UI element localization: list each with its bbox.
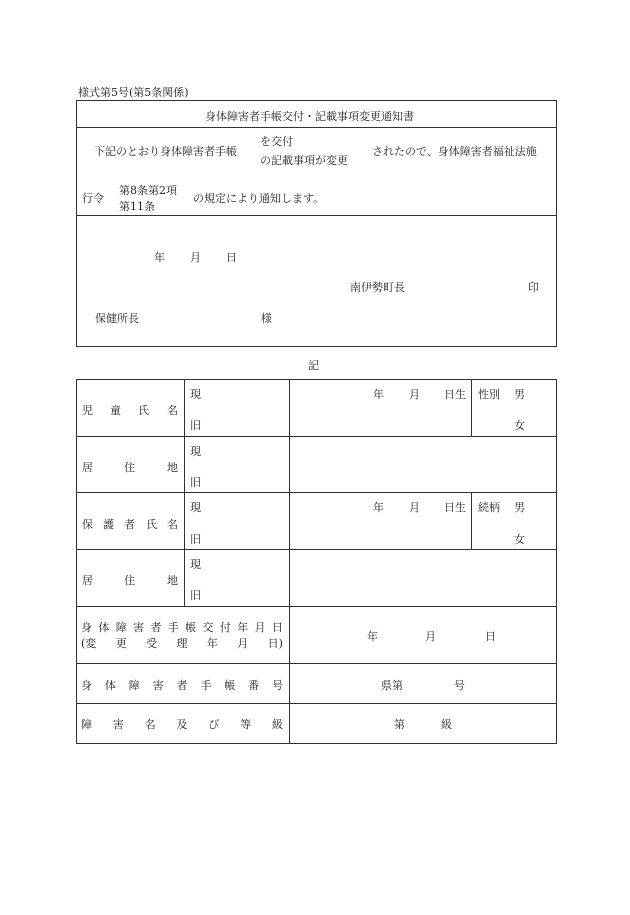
notice-option-issue: を交付 [260, 135, 293, 148]
issue-label-char: 年 [237, 621, 249, 634]
relation-label: 続柄 [478, 501, 500, 514]
child-name-label-2: 童 [110, 404, 121, 417]
guardian-old: 旧 [190, 533, 201, 546]
child-address-label-1: 居 [82, 461, 93, 474]
recipient-name: 保健所長 [95, 312, 139, 325]
issue-label-char: 体 [98, 621, 110, 634]
notice-option-change: の記載事項が変更 [260, 154, 348, 167]
issue-date-label-line2 [81, 635, 283, 651]
guardian-address-current: 現 [190, 558, 201, 571]
grade-label-char: 及 [176, 718, 188, 731]
grade-label-char: び [208, 718, 220, 731]
guardian-address-label-2: 住 [124, 574, 135, 587]
change-label-char: 年 [206, 637, 218, 650]
issue-date-year: 年 [367, 630, 378, 643]
child-birth-year: 年 [373, 388, 384, 401]
guardian-label-4: 氏 [146, 518, 157, 531]
handbook-number-label [81, 677, 283, 693]
issue-date-month: 月 [425, 630, 436, 643]
guardian-current: 現 [190, 501, 201, 514]
notice-line2-prefix: 行令 [82, 192, 104, 205]
handbook-number-suffix: 号 [454, 679, 465, 692]
notice-line1-suffix: されたので、身体障害者福祉法施 [372, 145, 537, 158]
issue-label-char: 交 [202, 621, 214, 634]
guardian-label-5: 名 [167, 518, 178, 531]
grade-label-char: 等 [240, 718, 252, 731]
child-name-label-4: 名 [167, 404, 178, 417]
grade-label-char: 名 [144, 718, 156, 731]
grade-label-char: 級 [271, 718, 283, 731]
notice-title: 身体障害者手帳交付・記載事項変更通知書 [205, 110, 414, 123]
child-address-old: 旧 [190, 476, 201, 489]
guardian-birth-year: 年 [373, 501, 384, 514]
issue-label-char: 付 [219, 621, 231, 634]
notice-date-month: 月 [190, 251, 201, 264]
number-label-char: 帳 [224, 679, 236, 692]
issue-date-label-line1 [81, 619, 283, 635]
child-address-label-2: 住 [124, 461, 135, 474]
guardian-birth-day: 日生 [444, 501, 466, 514]
guardian-address-label-3: 地 [167, 574, 178, 587]
issue-label-char: 害 [133, 621, 145, 634]
grade-label-char: 害 [112, 718, 124, 731]
notice-date-day: 日 [226, 251, 237, 264]
change-label-char: (変 [81, 637, 97, 650]
sex-male: 男 [514, 388, 525, 401]
number-label-char: 者 [176, 679, 188, 692]
child-address-current: 現 [190, 445, 201, 458]
issue-date-day: 日 [485, 630, 496, 643]
relation-female: 女 [514, 533, 525, 546]
change-label-char: 更 [115, 637, 127, 650]
notice-date-year: 年 [154, 251, 165, 264]
form-number: 様式第5号(第5条関係) [78, 86, 189, 99]
guardian-label-3: 者 [124, 518, 135, 531]
number-label-char: 障 [128, 679, 140, 692]
child-name-label-3: 氏 [138, 404, 149, 417]
grade-label-char: 障 [81, 718, 92, 731]
issue-label-char: 月 [254, 621, 266, 634]
number-label-char: 害 [152, 679, 164, 692]
recipient-honorific: 様 [261, 312, 272, 325]
notice-line2-suffix: の規定により通知します。 [193, 192, 325, 205]
sex-female: 女 [514, 419, 525, 432]
grade-prefix: 第 [394, 718, 405, 731]
number-label-char: 体 [104, 679, 116, 692]
notice-option-article11: 第11条 [119, 200, 155, 213]
issue-label-char: 日 [271, 621, 283, 634]
grade-suffix: 級 [441, 718, 452, 731]
number-label-char: 身 [81, 679, 92, 692]
change-label-char: 受 [146, 637, 158, 650]
child-birth-day: 日生 [444, 388, 466, 401]
child-address-label-3: 地 [167, 461, 178, 474]
number-label-char: 番 [248, 679, 260, 692]
issue-label-char: 障 [115, 621, 127, 634]
seal-mark: 印 [528, 281, 539, 294]
notice-line1-prefix: 下記のとおり身体障害者手帳 [94, 145, 237, 158]
grade-label [81, 716, 283, 732]
change-label-char: 月 [237, 637, 249, 650]
issue-label-char: 手 [167, 621, 179, 634]
issue-label-char: 帳 [185, 621, 197, 634]
child-name-label-1: 児 [82, 404, 93, 417]
number-label-char: 手 [200, 679, 212, 692]
child-birth-month: 月 [409, 388, 420, 401]
number-label-char: 号 [272, 679, 283, 692]
guardian-address-label-1: 居 [82, 574, 93, 587]
issue-label-char: 身 [81, 621, 92, 634]
handbook-number-prefix: 県第 [381, 679, 403, 692]
guardian-address-old: 旧 [190, 589, 201, 602]
guardian-birth-month: 月 [409, 501, 420, 514]
child-current: 現 [190, 388, 201, 401]
change-label-char: 理 [176, 637, 188, 650]
child-old: 旧 [190, 419, 201, 432]
notice-option-article8: 第8条第2項 [119, 184, 177, 197]
sex-label: 性別 [478, 388, 500, 401]
sender-name: 南伊勢町長 [350, 281, 405, 294]
issue-label-char: 者 [150, 621, 162, 634]
change-label-char: 日) [267, 637, 283, 650]
relation-male: 男 [514, 501, 525, 514]
guardian-label-1: 保 [82, 518, 93, 531]
ki-heading: 記 [308, 359, 319, 372]
guardian-label-2: 護 [103, 518, 114, 531]
notice-box [76, 100, 557, 347]
